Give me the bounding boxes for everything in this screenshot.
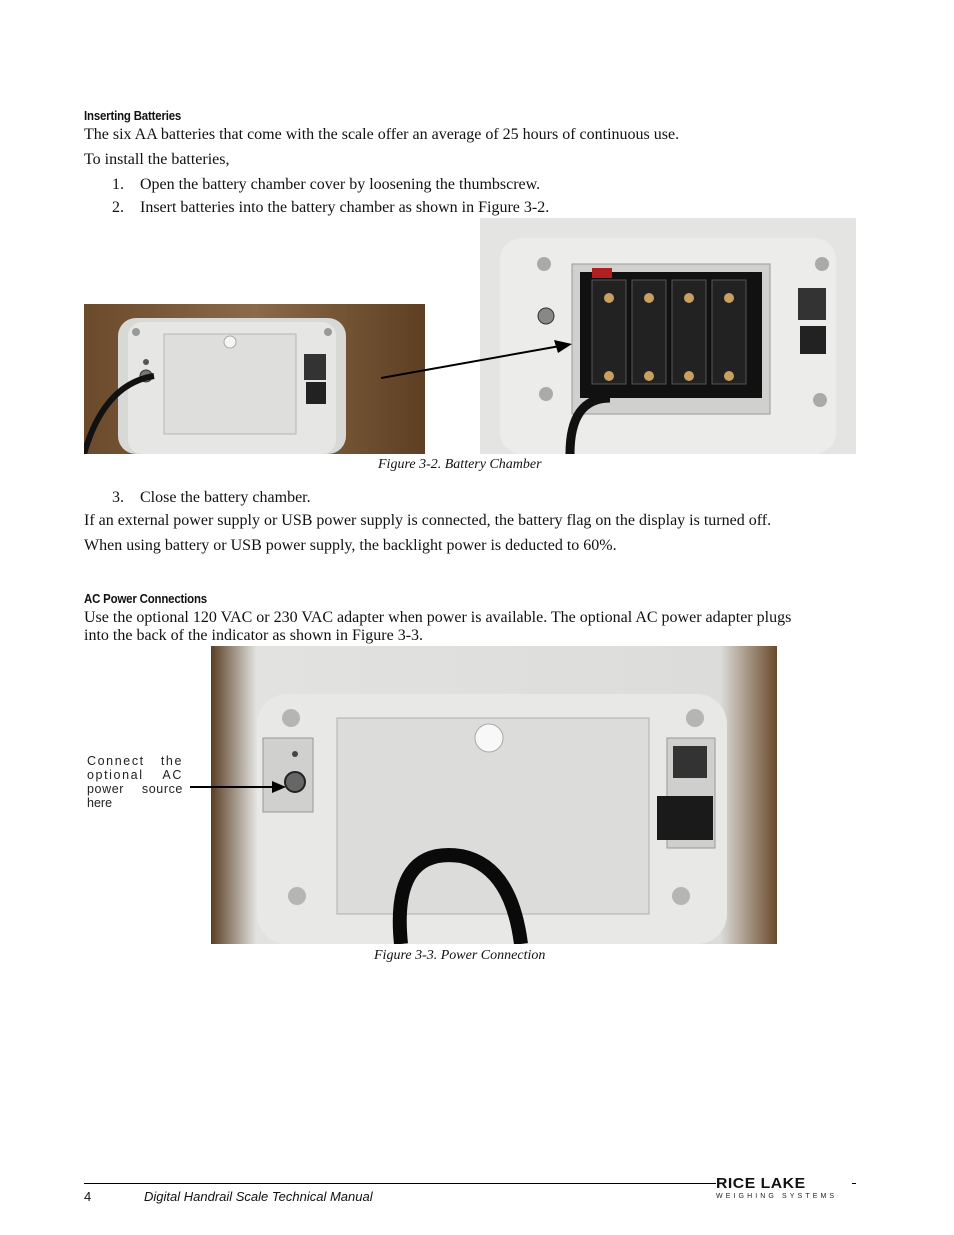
- logo-main-text: RICE LAKE: [716, 1175, 806, 1192]
- step-text-2: Insert batteries into the battery chamber as shown in Figure 3-2.: [140, 199, 550, 216]
- figure-caption-3-2: Figure 3-2. Battery Chamber: [378, 457, 542, 472]
- callout-line-3: power source: [87, 782, 183, 796]
- intro-paragraph: The six AA batteries that come with the scale offer an average of 25 hours of continuous use.: [84, 126, 680, 143]
- photo-closed-battery-chamber: [84, 304, 425, 454]
- step-text-1: Open the battery chamber cover by loosening the thumbscrew.: [140, 176, 541, 193]
- callout-line-4: here: [87, 796, 113, 810]
- rice-lake-logo: [716, 1176, 852, 1206]
- callout-line-2: optional AC: [87, 768, 183, 782]
- ac-paragraph-line-1: Use the optional 120 VAC or 230 VAC adapter when power is available. The optional AC power adapter plugs: [84, 609, 792, 626]
- section-heading-ac-power: AC Power Connections: [84, 591, 207, 606]
- step-text-3: Close the battery chamber.: [140, 489, 311, 506]
- lead-paragraph: To install the batteries,: [84, 151, 230, 168]
- arrow-pointer-battery: [378, 336, 578, 384]
- step-number-1: 1.: [112, 176, 124, 193]
- note-backlight: When using battery or USB power supply, the backlight power is deducted to 60%.: [84, 537, 617, 554]
- note-external-power: If an external power supply or USB power supply is connected, the battery flag on the display is turned off.: [84, 512, 772, 529]
- photo-power-connection: [211, 646, 777, 944]
- arrow-pointer-power: [188, 778, 288, 796]
- logo-sub-text: WEIGHING SYSTEMS: [716, 1193, 838, 1200]
- callout-line-1: Connect the: [87, 754, 183, 768]
- step-number-2: 2.: [112, 199, 124, 216]
- ac-paragraph-line-2: into the back of the indicator as shown in Figure 3-3.: [84, 627, 424, 644]
- footer-page-number: 4: [84, 1189, 92, 1204]
- section-heading-inserting-batteries: Inserting Batteries: [84, 108, 182, 123]
- figure-caption-3-3: Figure 3-3. Power Connection: [374, 948, 546, 963]
- step-number-3: 3.: [112, 489, 124, 506]
- callout-ac-power-source: [87, 754, 183, 810]
- footer-manual-title: Digital Handrail Scale Technical Manual: [144, 1189, 373, 1204]
